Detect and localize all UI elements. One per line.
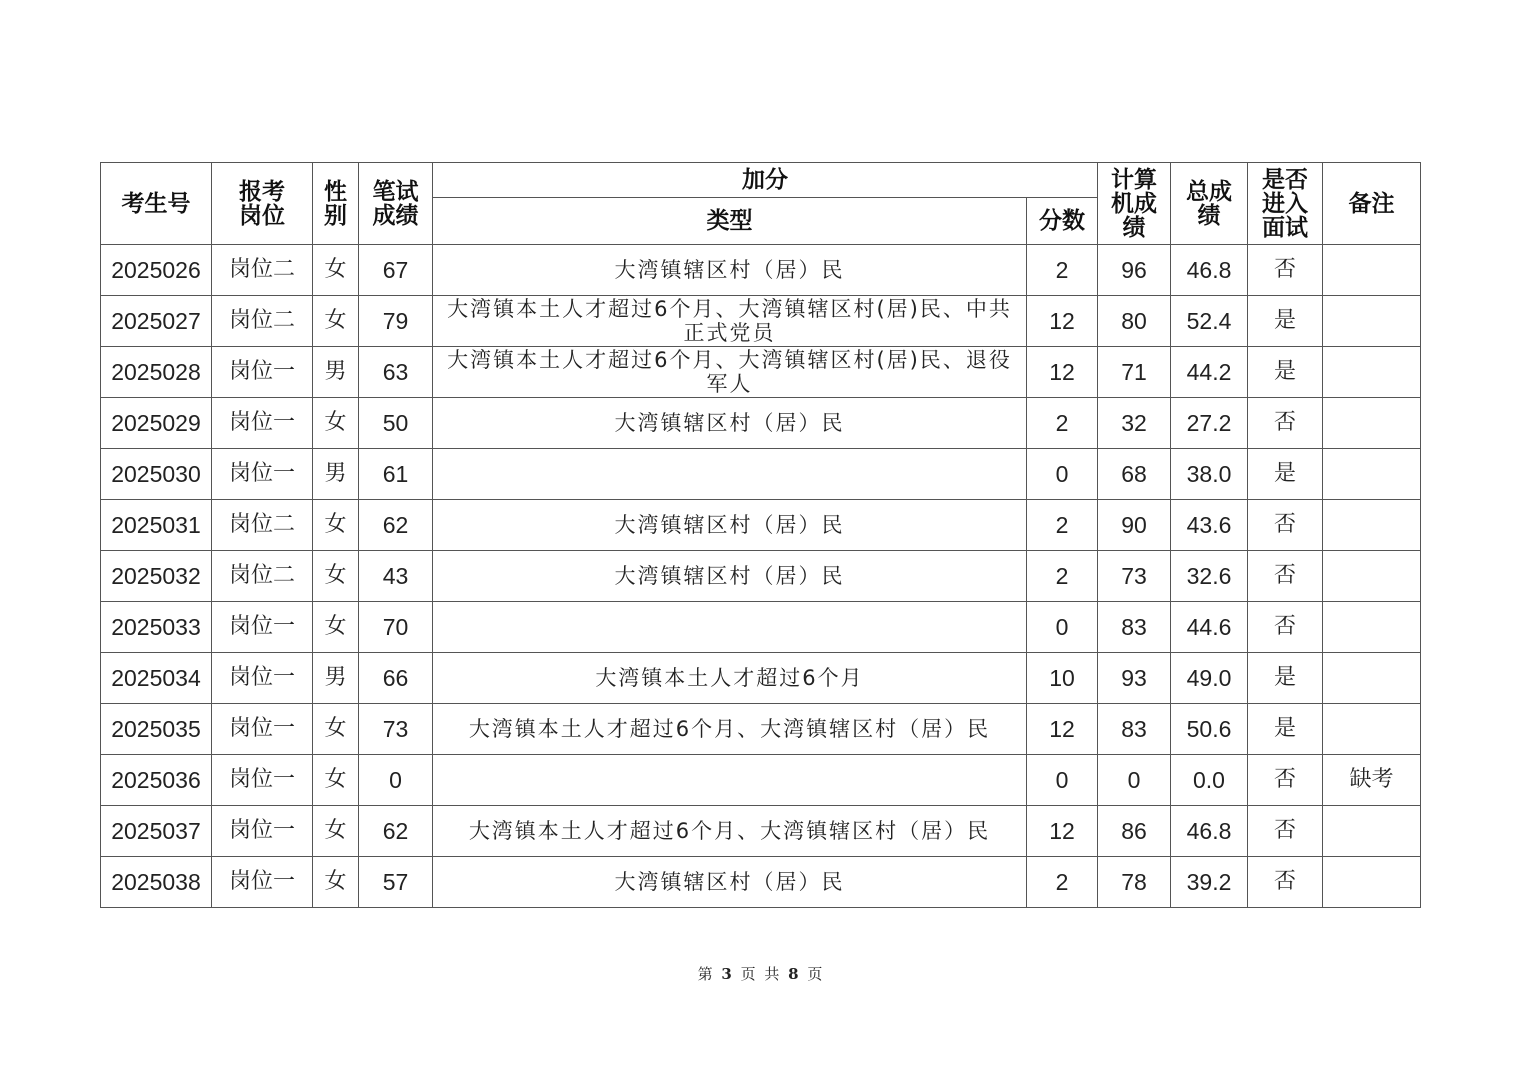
table-row [101,551,1421,602]
cell-gender: 女 [313,296,359,347]
cell-gender: 女 [313,602,359,653]
cell-remark [1323,551,1421,602]
cell-total: 49.0 [1171,653,1248,704]
cell-remark [1323,449,1421,500]
header-position: 报考岗位 [212,163,313,245]
cell-bonus-points: 12 [1027,347,1098,398]
table-row [101,755,1421,806]
table-row [101,245,1421,296]
cell-remark [1323,602,1421,653]
cell-written: 67 [359,245,433,296]
cell-remark [1323,704,1421,755]
cell-bonus-type: 大湾镇辖区村（居）民 [433,857,1027,908]
cell-position: 岗位一 [212,806,313,857]
cell-total: 43.6 [1171,500,1248,551]
cell-bonus-points: 2 [1027,500,1098,551]
cell-id: 2025029 [101,398,212,449]
cell-remark [1323,245,1421,296]
header-id: 考生号 [101,163,212,245]
table-row [101,347,1421,398]
header-gender: 性别 [313,163,359,245]
cell-bonus-type: 大湾镇辖区村（居）民 [433,500,1027,551]
cell-bonus-type [433,602,1027,653]
cell-computer: 32 [1098,398,1171,449]
header-total: 总成绩 [1171,163,1248,245]
table-row [101,500,1421,551]
cell-computer: 0 [1098,755,1171,806]
cell-gender: 女 [313,500,359,551]
cell-id: 2025030 [101,449,212,500]
table-row [101,296,1421,347]
cell-gender: 男 [313,347,359,398]
cell-computer: 93 [1098,653,1171,704]
cell-bonus-type: 大湾镇本土人才超过6个月、大湾镇辖区村（居）民 [433,806,1027,857]
cell-computer: 90 [1098,500,1171,551]
cell-computer: 68 [1098,449,1171,500]
cell-gender: 女 [313,398,359,449]
table-row [101,398,1421,449]
cell-bonus-points: 2 [1027,551,1098,602]
cell-id: 2025026 [101,245,212,296]
cell-computer: 96 [1098,245,1171,296]
cell-computer: 78 [1098,857,1171,908]
cell-id: 2025032 [101,551,212,602]
cell-remark: 缺考 [1323,755,1421,806]
cell-position: 岗位一 [212,704,313,755]
cell-total: 52.4 [1171,296,1248,347]
cell-written: 62 [359,806,433,857]
cell-interview: 是 [1248,347,1323,398]
cell-total: 0.0 [1171,755,1248,806]
cell-id: 2025033 [101,602,212,653]
cell-computer: 71 [1098,347,1171,398]
cell-remark [1323,857,1421,908]
header-interview: 是否进入面试 [1248,163,1323,245]
cell-position: 岗位一 [212,347,313,398]
cell-position: 岗位一 [212,398,313,449]
cell-interview: 是 [1248,296,1323,347]
cell-written: 57 [359,857,433,908]
cell-position: 岗位一 [212,857,313,908]
cell-interview: 否 [1248,806,1323,857]
cell-id: 2025034 [101,653,212,704]
cell-total: 39.2 [1171,857,1248,908]
cell-bonus-points: 12 [1027,806,1098,857]
table-row [101,857,1421,908]
cell-written: 79 [359,296,433,347]
cell-bonus-type: 大湾镇辖区村（居）民 [433,245,1027,296]
cell-bonus-points: 10 [1027,653,1098,704]
cell-total: 27.2 [1171,398,1248,449]
cell-interview: 否 [1248,398,1323,449]
cell-gender: 男 [313,449,359,500]
table-row [101,704,1421,755]
cell-bonus-type: 大湾镇辖区村（居）民 [433,398,1027,449]
table-row [101,602,1421,653]
cell-written: 0 [359,755,433,806]
footer-page-number: 3 [721,965,732,983]
cell-written: 50 [359,398,433,449]
cell-interview: 否 [1248,245,1323,296]
cell-total: 50.6 [1171,704,1248,755]
cell-position: 岗位一 [212,449,313,500]
cell-total: 32.6 [1171,551,1248,602]
cell-bonus-points: 0 [1027,755,1098,806]
cell-written: 63 [359,347,433,398]
cell-gender: 女 [313,755,359,806]
cell-bonus-points: 0 [1027,449,1098,500]
cell-id: 2025027 [101,296,212,347]
cell-bonus-points: 0 [1027,602,1098,653]
cell-interview: 否 [1248,500,1323,551]
score-table [100,162,1421,908]
cell-interview: 是 [1248,653,1323,704]
cell-bonus-type [433,449,1027,500]
cell-interview: 否 [1248,602,1323,653]
cell-id: 2025036 [101,755,212,806]
cell-written: 70 [359,602,433,653]
footer-prefix: 第 [697,965,713,983]
cell-interview: 是 [1248,449,1323,500]
cell-computer: 80 [1098,296,1171,347]
header-computer: 计算机成绩 [1098,163,1171,245]
cell-id: 2025035 [101,704,212,755]
cell-position: 岗位二 [212,500,313,551]
cell-position: 岗位一 [212,653,313,704]
header-remark: 备注 [1323,163,1421,245]
cell-bonus-points: 2 [1027,245,1098,296]
cell-bonus-type: 大湾镇本土人才超过6个月、大湾镇辖区村(居)民、退役军人 [433,347,1027,398]
cell-position: 岗位一 [212,602,313,653]
cell-bonus-points: 12 [1027,296,1098,347]
cell-position: 岗位一 [212,755,313,806]
cell-written: 61 [359,449,433,500]
cell-bonus-type: 大湾镇本土人才超过6个月、大湾镇辖区村（居）民 [433,704,1027,755]
cell-computer: 86 [1098,806,1171,857]
footer-middle: 页 共 [740,965,780,983]
header-bonus-points: 分数 [1027,198,1098,245]
cell-gender: 女 [313,704,359,755]
cell-bonus-type: 大湾镇辖区村（居）民 [433,551,1027,602]
table-row [101,806,1421,857]
cell-written: 43 [359,551,433,602]
cell-gender: 女 [313,806,359,857]
cell-bonus-points: 2 [1027,398,1098,449]
cell-remark [1323,347,1421,398]
cell-gender: 女 [313,551,359,602]
cell-position: 岗位二 [212,245,313,296]
cell-remark [1323,296,1421,347]
table-row [101,653,1421,704]
cell-bonus-type: 大湾镇本土人才超过6个月、大湾镇辖区村(居)民、中共正式党员 [433,296,1027,347]
cell-bonus-type [433,755,1027,806]
cell-remark [1323,653,1421,704]
cell-bonus-type: 大湾镇本土人才超过6个月 [433,653,1027,704]
footer-total-pages: 8 [788,965,799,983]
cell-total: 46.8 [1171,245,1248,296]
cell-total: 38.0 [1171,449,1248,500]
cell-interview: 否 [1248,857,1323,908]
cell-total: 44.6 [1171,602,1248,653]
cell-interview: 否 [1248,551,1323,602]
cell-written: 73 [359,704,433,755]
cell-id: 2025028 [101,347,212,398]
cell-bonus-points: 12 [1027,704,1098,755]
cell-gender: 女 [313,857,359,908]
header-bonus-type: 类型 [433,198,1027,245]
cell-remark [1323,500,1421,551]
cell-computer: 73 [1098,551,1171,602]
table-row [101,449,1421,500]
cell-remark [1323,398,1421,449]
cell-id: 2025037 [101,806,212,857]
cell-id: 2025031 [101,500,212,551]
header-bonus: 加分 [433,163,1098,198]
cell-written: 66 [359,653,433,704]
footer-suffix: 页 [807,965,823,983]
page-footer [0,963,1520,984]
cell-position: 岗位二 [212,296,313,347]
cell-total: 46.8 [1171,806,1248,857]
cell-bonus-points: 2 [1027,857,1098,908]
cell-gender: 女 [313,245,359,296]
cell-written: 62 [359,500,433,551]
cell-id: 2025038 [101,857,212,908]
cell-computer: 83 [1098,704,1171,755]
cell-position: 岗位二 [212,551,313,602]
cell-remark [1323,806,1421,857]
cell-gender: 男 [313,653,359,704]
cell-total: 44.2 [1171,347,1248,398]
header-written: 笔试成绩 [359,163,433,245]
cell-interview: 否 [1248,755,1323,806]
cell-computer: 83 [1098,602,1171,653]
cell-interview: 是 [1248,704,1323,755]
